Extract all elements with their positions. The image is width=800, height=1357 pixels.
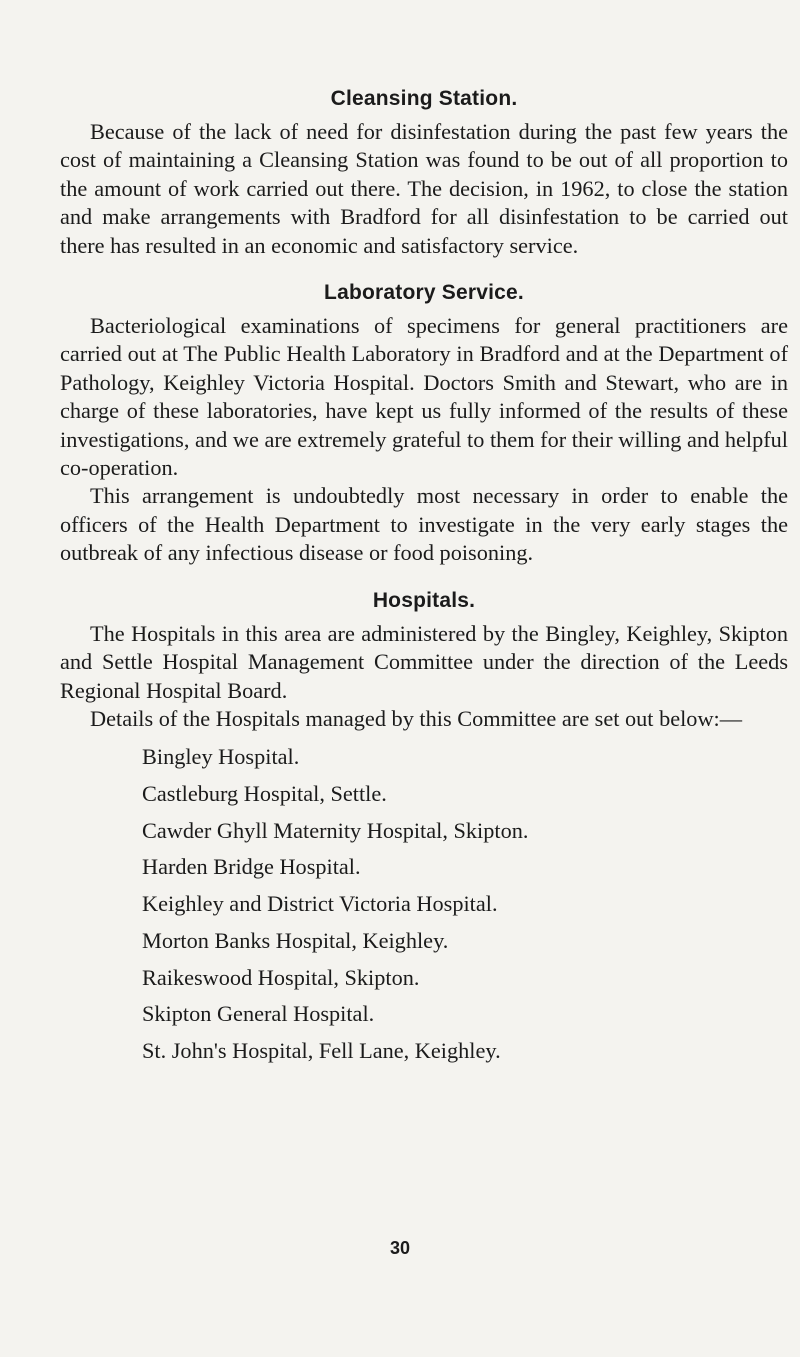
section-spacer xyxy=(60,260,788,274)
list-item: Cawder Ghyll Maternity Hospital, Skipton. xyxy=(142,817,529,843)
list-item: Skipton General Hospital. xyxy=(142,1001,375,1027)
section-heading-cleansing-station: Cleansing Station. xyxy=(330,87,518,110)
list-item: Harden Bridge Hospital. xyxy=(142,854,361,880)
section-heading-hospitals: Hospitals. xyxy=(372,588,476,612)
list-item: St. John's Hospital, Fell Lane, Keighley. xyxy=(142,1037,501,1063)
list-item: Keighley and District Victoria Hospital. xyxy=(142,891,498,917)
list-item: Bingley Hospital. xyxy=(142,744,300,770)
paragraph-laboratory-arrangement: This arrangement is undoubtedly most necessary in order to enable the officers of the Health Department to investigate in the very early stages the outbreak of any infectious disease or food poisoning. xyxy=(60,483,788,566)
list-item: Castleburg Hospital, Settle. xyxy=(142,781,387,807)
page-number: 30 xyxy=(389,1238,411,1258)
paragraph-cleansing-station: Because of the lack of need for disinfestation during the past few years the cost of maintaining a Cleansing Station was found to be out of all proportion to the amount of work carried out there. The decision, in 1962, to close the station and make arrangements with Bradford for all disinfestation to be carried out there has resulted in an economic and satisfactory service. xyxy=(60,119,788,258)
document-page xyxy=(60,80,788,1070)
list-item: Raikeswood Hospital, Skipton. xyxy=(142,964,420,990)
list-item: Morton Banks Hospital, Keighley. xyxy=(142,927,449,953)
hospital-list xyxy=(60,739,788,1069)
paragraph-hospitals-details: Details of the Hospitals managed by this Committee are set out below:— xyxy=(90,705,743,731)
paragraph-hospitals-administration: The Hospitals in this area are administered by the Bingley, Keighley, Skipton and Settle Hospital Management Committee under the direction of the Leeds Regional Hospital Board. xyxy=(60,620,788,703)
paragraph-laboratory-examinations: Bacteriological examinations of specimens for general practitioners are carried out at The Public Health Laboratory in Bradford and at the Department of Pathology, Keighley Victoria Hospital. Doctors Smith and Stewart, who are in charge of these laboratories, have kept us fully informed of the results of these investigations, and we are extremely grateful to them for their willing and helpful co-operation. xyxy=(60,313,788,481)
section-heading-laboratory-service: Laboratory Service. xyxy=(324,281,524,305)
section-spacer xyxy=(60,568,788,582)
